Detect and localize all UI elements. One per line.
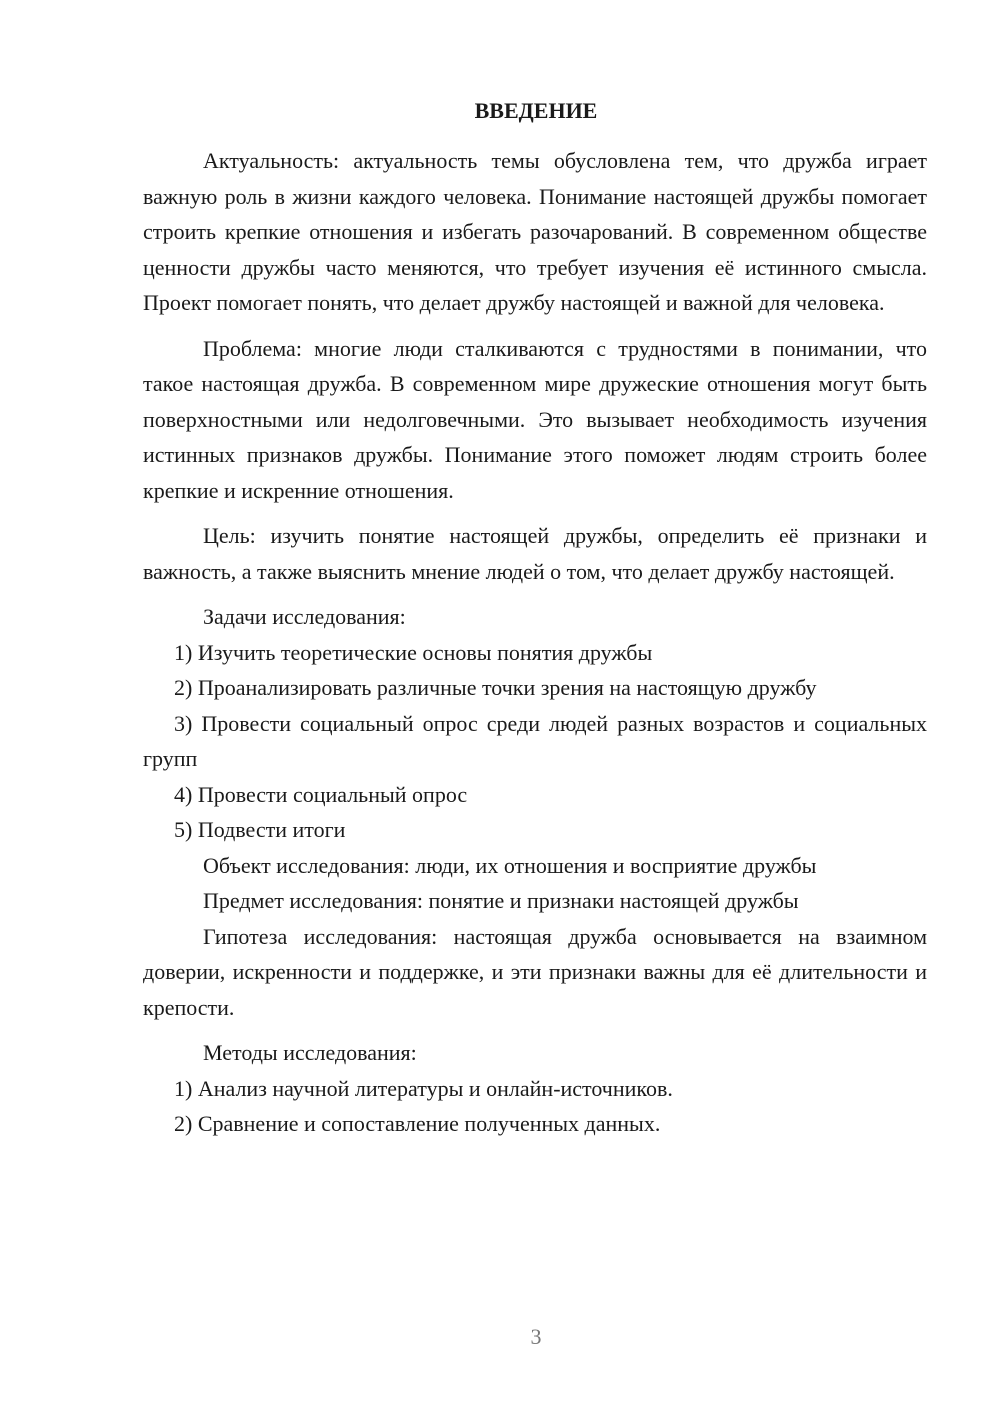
paragraph-subject: Предмет исследования: понятие и признаки настоящей дружбы: [203, 888, 799, 913]
paragraph-problem: Проблема: многие люди сталкиваются с трудностями в понимании, что такое настоящая дружба. В современном мире дружеские отношения могут быть поверхностными или недолговечными. Это вызывает необходимость изучения истинных признаков дружбы. Понимание этого поможет людям строить более крепкие и искренние отношения.: [143, 335, 927, 503]
paragraph-hypothesis: Гипотеза исследования: настоящая дружба основывается на взаимном доверии, искренности и поддержке, и эти признаки важны для её длительности и крепости.: [143, 923, 927, 1020]
task-item-4: 4) Провести социальный опрос: [174, 781, 468, 807]
method-item-2: 2) Сравнение и сопоставление полученных данных.: [174, 1111, 661, 1136]
paragraph-relevance: Актуальность: актуальность темы обусловлена тем, что дружба играет важную роль в жизни каждого человека. Понимание настоящей дружбы помогает строить крепкие отношения и избегать разочарований. В современном обществе ценности дружбы часто меняются, что требует изучения её истинного смысла. Проект помогает понять, что делает дружбу настоящей и важной для человека.: [143, 148, 927, 315]
task-item-1: 1) Изучить теоретические основы понятия дружбы: [174, 639, 653, 665]
document-body: [143, 143, 927, 1142]
page-number: 3: [530, 1324, 542, 1349]
tasks-heading: Задачи исследования:: [203, 604, 406, 629]
task-item-5: 5) Подвести итоги: [174, 817, 346, 842]
section-title: ВВЕДЕНИЕ: [474, 98, 598, 123]
methods-heading: Методы исследования:: [203, 1040, 417, 1065]
paragraph-goal: Цель: изучить понятие настоящей дружбы, определить её признаки и важность, а также выяснить мнение людей о том, что делает дружбу настоящей.: [143, 523, 927, 584]
paragraph-object: Объект исследования: люди, их отношения и восприятие дружбы: [203, 852, 817, 878]
task-item-3: 3) Провести социальный опрос среди людей разных возрастов и социальных групп: [143, 710, 927, 771]
task-item-2: 2) Проанализировать различные точки зрения на настоящую дружбу: [174, 675, 817, 700]
method-item-1: 1) Анализ научной литературы и онлайн-источников.: [174, 1075, 673, 1101]
